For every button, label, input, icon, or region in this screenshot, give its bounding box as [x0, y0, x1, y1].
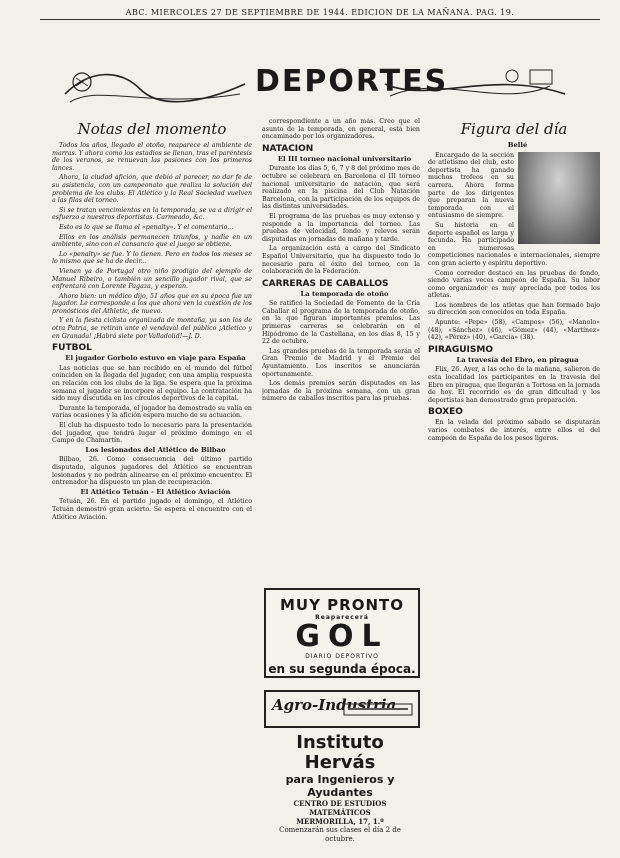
- partido-subheading: El Atlético Tetuán - El Atlético Aviación: [80, 487, 231, 496]
- ad-gol-line1: MUY PRONTO: [279, 596, 405, 614]
- paragraph: Durante la temporada, el jugador ha demostrado su valía en varias ocasiones y la afición espera mucho de su actuación.: [52, 404, 252, 420]
- page-header: ABC. MIERCOLES 27 DE SEPTIEMBRE DE 1944. EDICION DE LA MAÑANA. PAG. 19.: [40, 8, 600, 20]
- paragraph: Esto es lo que se llama el «penalty». Y el comentario...: [59, 223, 234, 231]
- notas-heading: Notas del momento: [77, 120, 227, 138]
- deportes-banner: [60, 64, 570, 110]
- instituto-hervas-advertisement: [264, 733, 416, 844]
- agro-industria-logo: Agro-Industria: [272, 696, 397, 714]
- paragraph: Los demás premios serán disputados en las jornadas de la próxima semana, con un gran número de caballos inscritos para las pruebas.: [262, 380, 420, 403]
- ad-herves-title: Instituto Hervás: [296, 732, 384, 773]
- agro-industria-advertisement: [264, 690, 420, 728]
- ad-gol-line5: en su segunda época.: [268, 662, 416, 676]
- paragraph: El programa de las pruebas es muy extenso y responde a la importancia del torneo. Las pruebas de velocidad, fondo y relevos serán disputadas en jornadas de mañana y tarde.: [262, 212, 420, 243]
- paragraph: Ahora bien: un médico dijo, 51 años que en su época fue un jugador. Le corresponde a los que ahora ven la cuestión de los pronósticos del Athletic, de nuevo.: [52, 292, 252, 315]
- caballos-subheading: La temporada de otoño: [300, 289, 389, 298]
- boxeo-heading: BOXEO: [428, 407, 463, 418]
- futbol-subheading: El jugador Gorbolo estuvo en viaje para España: [65, 354, 246, 363]
- futbol-heading: FUTBOL: [52, 343, 92, 354]
- natacion-heading: NATACION: [262, 143, 314, 154]
- paragraph: Ahora, la ciudad afición, que debió al parecer, no dar fe de su asistencia, con un campeonato que realiza la solución del problema de los clubs. El Atlético y la Real Sociedad vuelven a las filas del torneo.: [52, 174, 252, 205]
- paragraph: Tetuán, 26. En el partido jugado el domingo, el Atlético Tetuán demostró gran acierto. Se espera el encuentro con el Atlético Aviación.: [52, 498, 252, 521]
- paragraph: Las noticias que se han recibido en el mundo del fútbol coinciden en la llegada del jugador, con una amplia respuesta en relación con los clubs de la liga. Se espera que la próxima semana el jugador se incorpore al equipo. La contratación ha sido muy discutida en los círculos deportivos de la capital.: [52, 364, 252, 403]
- ad-herves-line5: Comenzarán sus clases el día 2 de octubre.: [279, 826, 401, 843]
- paragraph: Ellos en los análisis permanecen triunfos, y nadie en un ambiente, sino con el cansancio que el juego se obtiene.: [52, 233, 252, 249]
- paragraph: Los nombres de los atletas que han formado bajo su dirección son conocidos en toda España.: [428, 301, 600, 317]
- piraguismo-heading: PIRAGUISMO: [428, 344, 493, 355]
- paragraph: Como corredor destacó en las pruebas de fondo, siendo varias veces campeón de España. Su labor como organizador es muy apreciada por todos los atletas.: [428, 269, 600, 300]
- figura-name: Bellé: [507, 141, 528, 149]
- paragraph: Vienen ya de Portugal otro niño prodigio del ejemplo de Manuel Ribeiro, o también un sencillo jugador rival, que se enfrentará con Lorente Pagaza, y esperan.: [52, 267, 252, 291]
- paragraph: La organización está a cargo del Sindicato Español Universitario, que ha dispuesto todo lo necesario para el éxito del torneo, con la colaboración de la Federación.: [262, 245, 420, 276]
- column-left: [52, 118, 252, 838]
- portrait-photo: [518, 152, 600, 244]
- paragraph: Las grandes pruebas de la temporada serán el Gran Premio de Madrid y el Premio del Ayuntamiento. Los inscritos se anunciarán oportunamente.: [262, 347, 420, 378]
- natacion-subheading: El III torneo nacional universitario: [277, 154, 412, 163]
- atletico-subheading: Los lesionados del Atlético de Bilbao: [85, 445, 226, 454]
- logo-stripe-icon: [266, 692, 416, 726]
- paragraph: En la velada del próximo sábado se disputarán varios combates de interés, entre ellos el del campeón de España de los pesos ligeros.: [428, 419, 600, 442]
- paragraph: Encargado de la sección de atletismo del club, este deportista ha ganado muchos trofeos en su carrera. Ahora forma parte de los dirigentes que preparan la nueva temporada con el entusiasmo de siempre.: [428, 151, 514, 220]
- column-middle: [262, 118, 420, 584]
- figura-heading: Figura del día: [460, 120, 568, 138]
- ad-herves-sub: para Ingenieros y Ayudantes: [285, 773, 395, 799]
- paragraph: Su historia en el deporte español es larga y fecunda. Ha participado en numerosas competiciones nacionales e internacionales, siempre con gran acierto y espíritu deportivo.: [428, 221, 600, 267]
- column-right: [428, 118, 600, 838]
- paragraph: Si se tratan vencimientos en la temporada, se va a dirigir el esfuerzo a nuestros deportistas. Carmeado, &c.: [52, 206, 252, 222]
- paragraph: Lo «penalty» se fue. Y lo tienen. Pero en todos los meses se lo mismo que se ha de decir...: [52, 250, 252, 266]
- paragraph: correspondiente a un año más. Creo que el asunto de la temporada, en general, está bien encaminado por los organizadores.: [262, 118, 420, 141]
- decorative-flourish-right: [380, 64, 570, 110]
- paragraph: Apunte: «Pepe» (58), «Campos» (56), «Manolo» (48), «Sánchez» (46), «Gómez» (44), «Martínez» (42), «Pérez» (40), «García» (38).: [428, 319, 600, 342]
- banner-title: DEPORTES: [255, 64, 449, 99]
- paragraph: Durante los días 5, 6, 7 y 8 del próximo mes de octubre se celebrará en Barcelona el III torneo nacional universitario de natación, que será realizado en la piscina del Club Natación Barcelona, con la participación de los equipos de las distintas universidades.: [262, 165, 420, 211]
- piraguismo-subheading: La travesía del Ebro, en piragua: [456, 355, 579, 364]
- ad-herves-line3: CENTRO DE ESTUDIOS MATEMÁTICOS: [293, 799, 387, 817]
- ad-gol-line4: DIARIO DEPORTIVO: [305, 653, 379, 660]
- paragraph: Flix, 26. Ayer, a las ocho de la mañana, salieron de esta localidad los participantes en la travesía del Ebro en piragua, que llegarán a Tortosa en la jornada de hoy. El recorrido es de gran dificultad y los deportistas han demostrado gran preparación.: [428, 366, 600, 404]
- paragraph: Y en la fiesta ciclista organizada de montaña, ya son los de otra Patria, se retiran ante el vendaval del público ¡Atletico y en Granada! ¡Habrá siete por Valladolid!—J. D.: [52, 317, 252, 340]
- paragraph: Todos los años, llegado el otoño, reaparece el ambiente de marras. Y ahora como los estadios se llenan, tras el paréntesis de los veranos, se renuevan las pasiones con los primeros lances.: [52, 142, 252, 172]
- paragraph: Se ratificó la Sociedad de Fomento de la Cría Caballar el programa de la temporada de otoño, en la que figuran importantes premios. Las primeras carreras se celebrarán en el Hipódromo de la Castellana, en los días 8, 15 y 22 de octubre.: [262, 300, 420, 346]
- paragraph: Bilbao, 26. Como consecuencia del último partido disputado, algunos jugadores del Atlético se encuentran lesionados y no podrán alinearse en el próximo encuentro. El entrenador ha dispuesto un plan de recuperación.: [52, 456, 252, 487]
- ad-gol-line2: Reaparecerá: [315, 614, 369, 621]
- paragraph: El club ha dispuesto todo lo necesario para la presentación del jugador, que tendrá lugar el próximo domingo en el Campo de Chamartín.: [52, 422, 252, 445]
- decorative-flourish-left: [60, 64, 250, 110]
- caballos-heading: CARRERAS DE CABALLOS: [262, 278, 389, 289]
- ad-herves-address: MERMORILLA, 17, 1.º: [296, 817, 384, 826]
- ad-gol-title: GOL: [295, 619, 389, 654]
- gol-advertisement: [264, 588, 420, 678]
